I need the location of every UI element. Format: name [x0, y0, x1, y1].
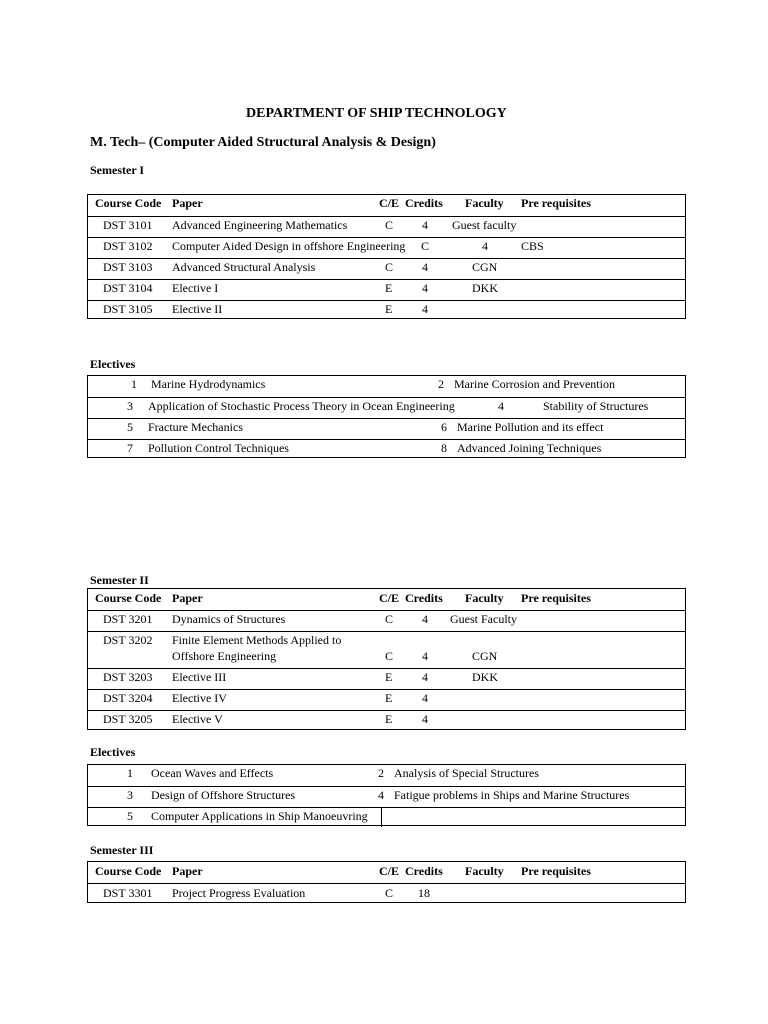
credits-value: 4 [422, 218, 428, 232]
credits-value: 4 [422, 612, 428, 626]
paper-title: Advanced Engineering Mathematics [172, 218, 348, 232]
paper-title: Elective II [172, 302, 223, 316]
elective-title: Design of Offshore Structures [151, 788, 296, 802]
table-row [88, 668, 685, 689]
elective-number: 5 [127, 809, 133, 823]
table-row [88, 710, 685, 731]
program-title: M. Tech– (Computer Aided Structural Analysis & Design) [90, 135, 436, 150]
faculty-value: DKK [472, 281, 498, 295]
table-row [88, 258, 685, 279]
header-paper: Paper [172, 864, 203, 878]
credits-value: 4 [422, 691, 428, 705]
credits-value: 4 [422, 670, 428, 684]
course-code: DST 3101 [103, 218, 153, 232]
faculty-value: DKK [472, 670, 498, 684]
ce-value: E [385, 302, 393, 316]
table-header [88, 195, 685, 216]
list-item [88, 765, 685, 786]
elective-title: Application of Stochastic Process Theory in Ocean Engineering [148, 399, 455, 413]
course-code: DST 3104 [103, 281, 153, 295]
header-paper: Paper [172, 196, 203, 210]
table-row [88, 300, 685, 320]
elective-number: 6 [441, 420, 447, 434]
table-header [88, 862, 685, 883]
credits-value: 18 [418, 886, 430, 900]
elective-title: Advanced Joining Techniques [457, 441, 602, 455]
table-row [88, 689, 685, 710]
credits-value: 4 [422, 260, 428, 274]
elective-title: Marine Hydrodynamics [151, 377, 266, 391]
header-paper: Paper [172, 591, 203, 605]
list-item [88, 439, 685, 459]
ce-value: C [421, 239, 430, 253]
header-course-code: Course Code [95, 591, 162, 605]
credits-value: 4 [422, 302, 428, 316]
ce-value: C [385, 260, 394, 274]
semester-3-table [87, 861, 686, 903]
elective-number: 2 [378, 766, 384, 780]
header-credits: Credits [405, 591, 443, 605]
elective-title: Analysis of Special Structures [394, 766, 539, 780]
elective-number: 1 [127, 766, 133, 780]
paper-title-line-2: Offshore Engineering [172, 649, 277, 663]
list-item [88, 807, 685, 827]
table-row [88, 279, 685, 300]
elective-number: 3 [127, 399, 133, 413]
course-code: DST 3103 [103, 260, 153, 274]
course-code: DST 3301 [103, 886, 153, 900]
department-title: DEPARTMENT OF SHIP TECHNOLOGY [246, 106, 507, 121]
elective-number: 7 [127, 441, 133, 455]
credits-value: 4 [422, 712, 428, 726]
elective-title: Computer Applications in Ship Manoeuvring [151, 809, 368, 823]
elective-number: 2 [438, 377, 444, 391]
paper-title: Elective IV [172, 691, 227, 705]
ce-value: C [385, 218, 394, 232]
course-code: DST 3203 [103, 670, 153, 684]
ce-value: E [385, 281, 393, 295]
paper-title: Dynamics of Structures [172, 612, 286, 626]
table-row [88, 631, 685, 668]
elective-title: Pollution Control Techniques [148, 441, 289, 455]
elective-number: 8 [441, 441, 447, 455]
credits-value: 4 [482, 239, 488, 253]
paper-title: Computer Aided Design in offshore Engineering [172, 239, 406, 253]
semester-2-table [87, 588, 686, 730]
header-prereq: Pre requisites [521, 864, 591, 878]
header-credits: Credits [405, 196, 443, 210]
electives-1-table [87, 375, 686, 458]
elective-title: Fracture Mechanics [148, 420, 243, 434]
table-row [88, 883, 685, 904]
course-code: DST 3102 [103, 239, 153, 253]
elective-title: Stability of Structures [543, 399, 649, 413]
elective-number: 1 [131, 377, 137, 391]
faculty-value: CGN [472, 649, 498, 663]
paper-title: Finite Element Methods Applied to [172, 633, 342, 647]
elective-title: Marine Corrosion and Prevention [454, 377, 615, 391]
course-code: DST 3105 [103, 302, 153, 316]
semester-2-label: Semester II [90, 573, 149, 587]
course-code: DST 3201 [103, 612, 153, 626]
header-faculty: Faculty [465, 196, 504, 210]
ce-value: E [385, 691, 393, 705]
elective-title: Marine Pollution and its effect [457, 420, 604, 434]
table-row [88, 216, 685, 237]
electives-1-label: Electives [90, 357, 136, 371]
paper-title: Advanced Structural Analysis [172, 260, 316, 274]
paper-title: Project Progress Evaluation [172, 886, 306, 900]
paper-title: Elective III [172, 670, 227, 684]
list-item [88, 786, 685, 807]
electives-2-label: Electives [90, 745, 136, 759]
faculty-value: Guest Faculty [450, 612, 517, 626]
ce-value: C [385, 612, 394, 626]
elective-number: 4 [378, 788, 384, 802]
header-faculty: Faculty [465, 864, 504, 878]
course-code: DST 3202 [103, 633, 153, 647]
elective-title: Fatigue problems in Ships and Marine Structures [394, 788, 630, 802]
elective-number: 4 [498, 399, 504, 413]
faculty-value: CGN [472, 260, 498, 274]
list-item [88, 376, 685, 397]
table-row [88, 610, 685, 631]
ce-value: E [385, 712, 393, 726]
elective-title: Ocean Waves and Effects [151, 766, 274, 780]
header-prereq: Pre requisites [521, 591, 591, 605]
header-faculty: Faculty [465, 591, 504, 605]
faculty-value: Guest faculty [452, 218, 517, 232]
list-item [88, 418, 685, 439]
header-credits: Credits [405, 864, 443, 878]
ce-value: C [385, 649, 394, 663]
credits-value: 4 [422, 281, 428, 295]
header-prereq: Pre requisites [521, 196, 591, 210]
elective-number: 3 [127, 788, 133, 802]
header-course-code: Course Code [95, 864, 162, 878]
semester-1-label: Semester I [90, 163, 145, 177]
list-item [88, 397, 685, 418]
electives-2-table [87, 764, 686, 826]
ce-value: E [385, 670, 393, 684]
elective-number: 5 [127, 420, 133, 434]
header-ce: C/E [379, 591, 400, 605]
paper-title: Elective V [172, 712, 223, 726]
header-ce: C/E [379, 864, 400, 878]
header-course-code: Course Code [95, 196, 162, 210]
course-code: DST 3204 [103, 691, 153, 705]
table-row [88, 237, 685, 258]
semester-3-label: Semester III [90, 843, 154, 857]
credits-value: 4 [422, 649, 428, 663]
semester-1-table [87, 194, 686, 319]
header-ce: C/E [379, 196, 400, 210]
course-code: DST 3205 [103, 712, 153, 726]
faculty-value: CBS [521, 239, 544, 253]
table-header [88, 589, 685, 610]
ce-value: C [385, 886, 394, 900]
paper-title: Elective I [172, 281, 219, 295]
